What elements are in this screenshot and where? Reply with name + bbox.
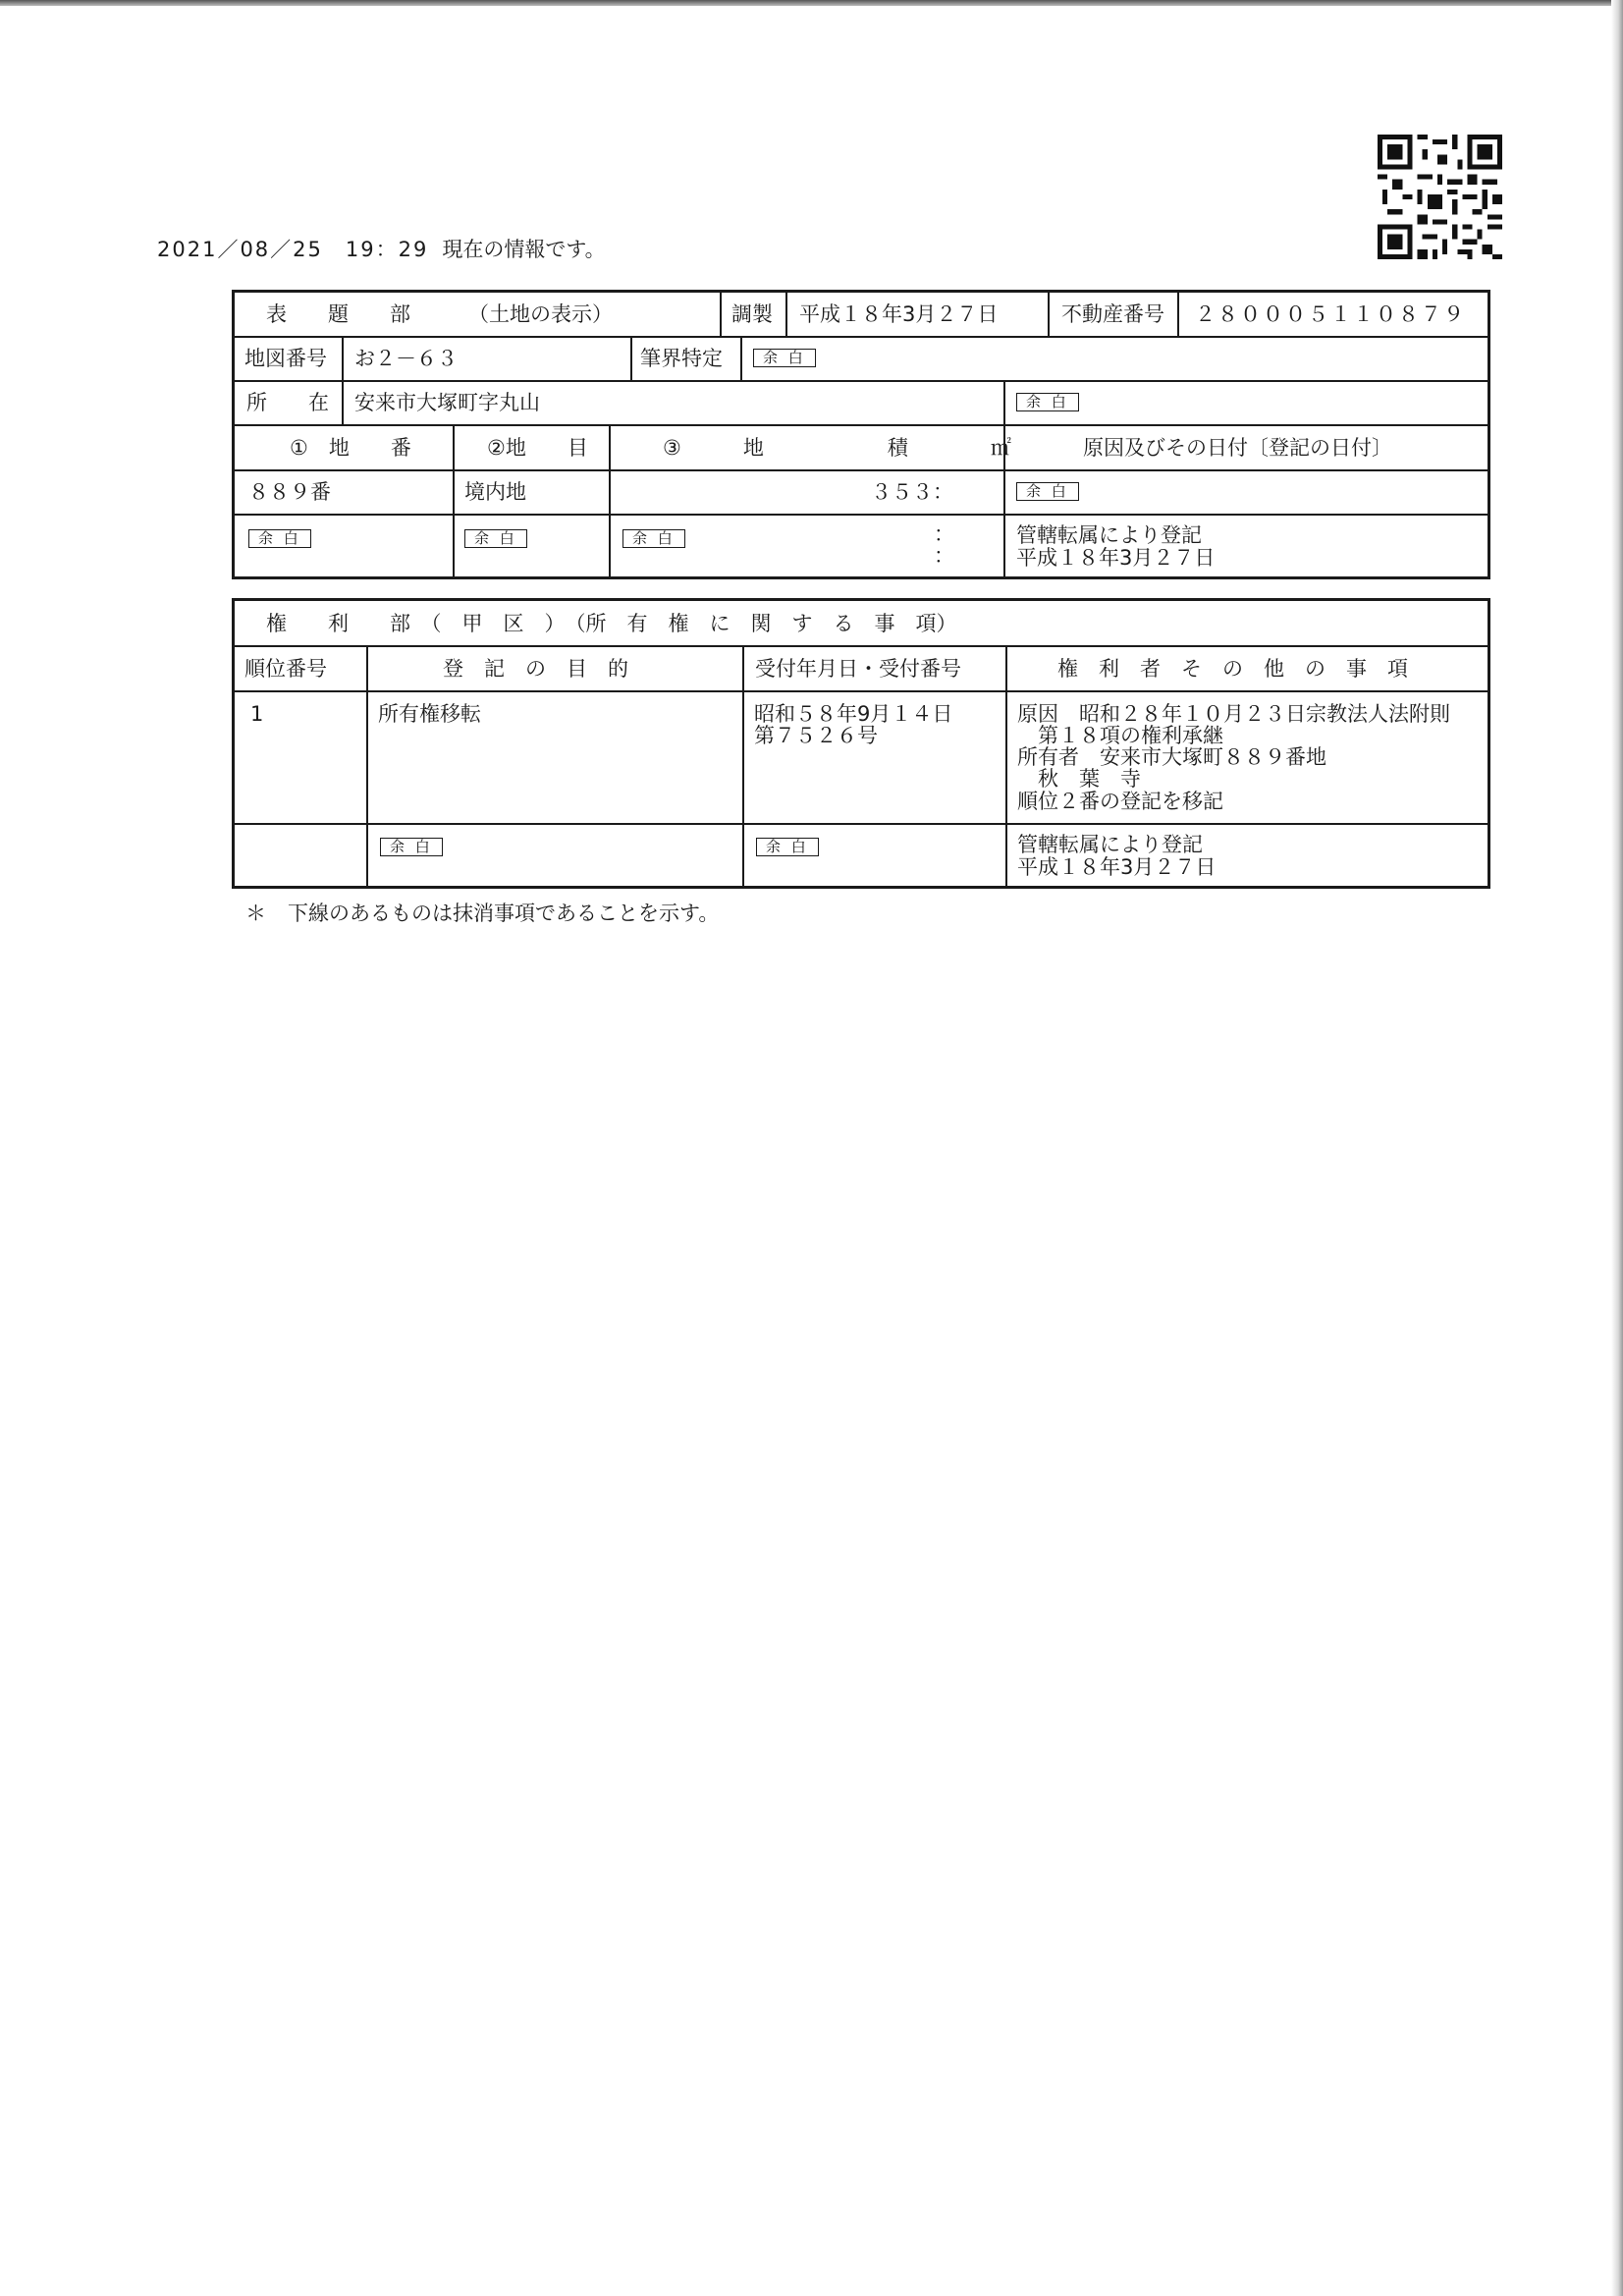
row1-chimoku: 境内地 xyxy=(464,480,526,504)
row1-kenrisha-line4: 秋 葉 寺 xyxy=(1038,767,1141,791)
yohaku-stamp: 余 白 xyxy=(622,529,685,548)
yohaku-stamp: 余 白 xyxy=(753,349,816,367)
scan-edge-right xyxy=(1611,0,1623,2296)
row2-chiseki xyxy=(622,525,685,549)
col-kenrisha: 権 利 者 そ の 他 の 事 項 xyxy=(1057,657,1408,681)
row1-kenrisha-line5: 順位２番の登記を移記 xyxy=(1017,790,1223,813)
hyodai-table xyxy=(232,290,1490,579)
col-juni: 順位番号 xyxy=(244,657,327,681)
footnote-text: 下線のあるものは抹消事項であることを示す。 xyxy=(288,902,720,925)
row2-genin-line1: 管轄転属により登記 xyxy=(1016,523,1202,547)
row2-uketsuke xyxy=(756,834,819,857)
hikkai-label: 筆界特定 xyxy=(640,347,723,370)
shozai-right xyxy=(1016,389,1079,412)
row1-juni: 1 xyxy=(250,702,264,726)
row2-colon-1: ： xyxy=(934,522,954,546)
kenri-title: 権 利 部 （ 甲 区 ） （所 有 権 に 関 す る 事 項） xyxy=(266,612,957,635)
yohaku-stamp: 余 白 xyxy=(1016,482,1079,501)
row2-kenrisha-line1: 管轄転属により登記 xyxy=(1017,833,1203,856)
row1-kenrisha-line3: 所有者 安来市大塚町８８９番地 xyxy=(1017,745,1326,769)
col-uketsuke: 受付年月日・受付番号 xyxy=(755,657,961,681)
row1-chiban: ８８９番 xyxy=(248,480,331,504)
shozai-value: 安来市大塚町字丸山 xyxy=(354,391,540,414)
shozai-label: 所 在 xyxy=(246,391,329,414)
row2-colon-2: ： xyxy=(934,544,954,568)
row2-kenrisha-line2: 平成１８年3月２７日 xyxy=(1017,855,1217,879)
chosei-value: 平成１８年3月２７日 xyxy=(799,302,999,326)
row1-kenrisha-line2: 第１８項の権利承継 xyxy=(1038,724,1223,747)
fudosan-value: ２８０００５１１０８７９ xyxy=(1195,302,1466,326)
hyodai-subtitle: （土地の表示） xyxy=(468,302,613,326)
yohaku-stamp: 余 白 xyxy=(380,838,443,856)
row1-uketsuke-line1: 昭和５８年9月１４日 xyxy=(754,702,953,726)
chizu-value: お２－６３ xyxy=(354,347,458,370)
row1-genin xyxy=(1016,478,1079,502)
col-chimoku: ②地 目 xyxy=(487,436,588,460)
row1-uketsuke-line2: 第７５２６号 xyxy=(754,724,878,747)
row2-genin-line2: 平成１８年3月２７日 xyxy=(1016,546,1216,570)
row1-kenrisha-line1: 原因 昭和２８年１０月２３日宗教法人法附則 xyxy=(1017,702,1450,726)
yohaku-stamp: 余 白 xyxy=(464,529,527,548)
col-chiseki: ③ 地 積 ㎡ xyxy=(663,436,1011,460)
chizu-label: 地図番号 xyxy=(244,347,327,370)
footnote xyxy=(245,898,719,927)
kenri-table xyxy=(232,598,1490,889)
row2-mokuteki xyxy=(380,834,443,857)
scan-edge-top xyxy=(0,0,1623,6)
chosei-label: 調製 xyxy=(731,302,773,326)
col-chiban: ① 地 番 xyxy=(290,436,411,460)
yohaku-stamp: 余 白 xyxy=(248,529,311,548)
hikkai-value xyxy=(753,345,816,368)
row1-chiseki: ３５３： xyxy=(871,480,953,504)
timestamp-note: 現在の情報です。 xyxy=(442,238,606,261)
timestamp-line xyxy=(157,234,606,263)
row1-mokuteki: 所有権移転 xyxy=(378,702,481,726)
fudosan-label: 不動産番号 xyxy=(1061,302,1164,326)
row2-chimoku xyxy=(464,525,527,549)
col-mokuteki: 登 記 の 目 的 xyxy=(443,657,628,681)
qr-code-icon xyxy=(1378,135,1502,259)
yohaku-stamp: 余 白 xyxy=(1016,393,1079,411)
yohaku-stamp: 余 白 xyxy=(756,838,819,856)
col-genin: 原因及びその日付〔登記の日付〕 xyxy=(1083,436,1392,460)
row2-chiban xyxy=(248,525,311,549)
timestamp: 2021／08／25 19：29 xyxy=(157,238,429,261)
footnote-mark: ＊ xyxy=(245,902,266,925)
hyodai-title: 表 題 部 xyxy=(266,302,410,326)
